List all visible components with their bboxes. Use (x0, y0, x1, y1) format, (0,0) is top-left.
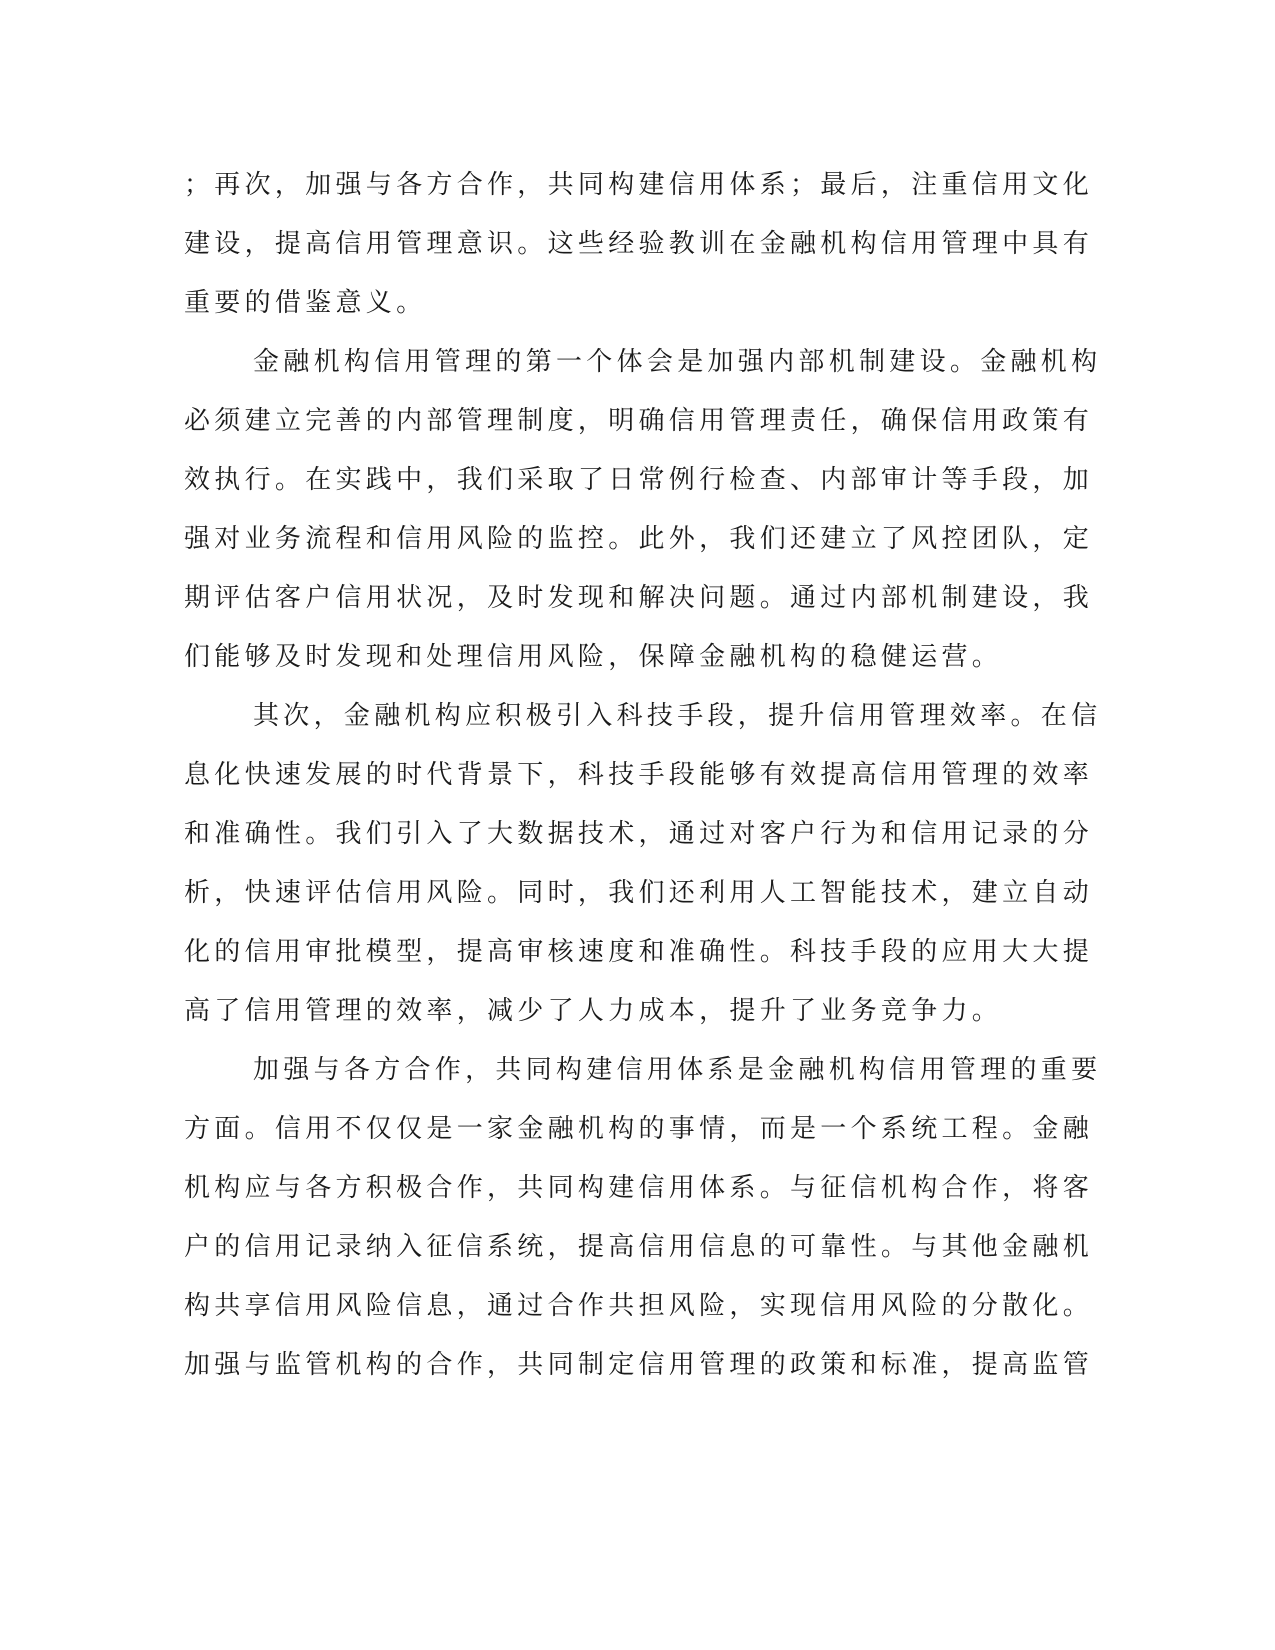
text-line: 加强与监管机构的合作，共同制定信用管理的政策和标准，提高监管 (184, 1350, 1094, 1380)
text-line: ；再次，加强与各方合作，共同构建信用体系；最后，注重信用文化 (184, 170, 1094, 200)
paragraph-first-line: 其次，金融机构应积极引入科技手段，提升信用管理效率。在信 (253, 701, 1102, 731)
text-line: 必须建立完善的内部管理制度，明确信用管理责任，确保信用政策有 (184, 406, 1094, 436)
text-line: 构共享信用风险信息，通过合作共担风险，实现信用风险的分散化。 (184, 1291, 1094, 1321)
text-line: 析，快速评估信用风险。同时，我们还利用人工智能技术，建立自动 (184, 878, 1094, 908)
body-text (184, 156, 1102, 1395)
text-line: 重要的借鉴意义。 (184, 288, 427, 318)
text-line: 们能够及时发现和处理信用风险，保障金融机构的稳健运营。 (184, 642, 1003, 672)
text-line: 和准确性。我们引入了大数据技术，通过对客户行为和信用记录的分 (184, 819, 1094, 849)
text-line: 息化快速发展的时代背景下，科技手段能够有效提高信用管理的效率 (184, 760, 1094, 790)
text-line: 建设，提高信用管理意识。这些经验教训在金融机构信用管理中具有 (184, 229, 1094, 259)
text-line: 高了信用管理的效率，减少了人力成本，提升了业务竞争力。 (184, 996, 1003, 1026)
text-line: 强对业务流程和信用风险的监控。此外，我们还建立了风控团队，定 (184, 524, 1094, 554)
text-line: 机构应与各方积极合作，共同构建信用体系。与征信机构合作，将客 (184, 1173, 1094, 1203)
paragraph-first-line: 加强与各方合作，共同构建信用体系是金融机构信用管理的重要 (253, 1055, 1102, 1085)
text-line: 户的信用记录纳入征信系统，提高信用信息的可靠性。与其他金融机 (184, 1232, 1094, 1262)
paragraph-first-line: 金融机构信用管理的第一个体会是加强内部机制建设。金融机构 (253, 347, 1102, 377)
text-line: 化的信用审批模型，提高审核速度和准确性。科技手段的应用大大提 (184, 937, 1094, 967)
text-line: 方面。信用不仅仅是一家金融机构的事情，而是一个系统工程。金融 (184, 1114, 1094, 1144)
text-line: 期评估客户信用状况，及时发现和解决问题。通过内部机制建设，我 (184, 583, 1094, 613)
text-line: 效执行。在实践中，我们采取了日常例行检查、内部审计等手段，加 (184, 465, 1094, 495)
